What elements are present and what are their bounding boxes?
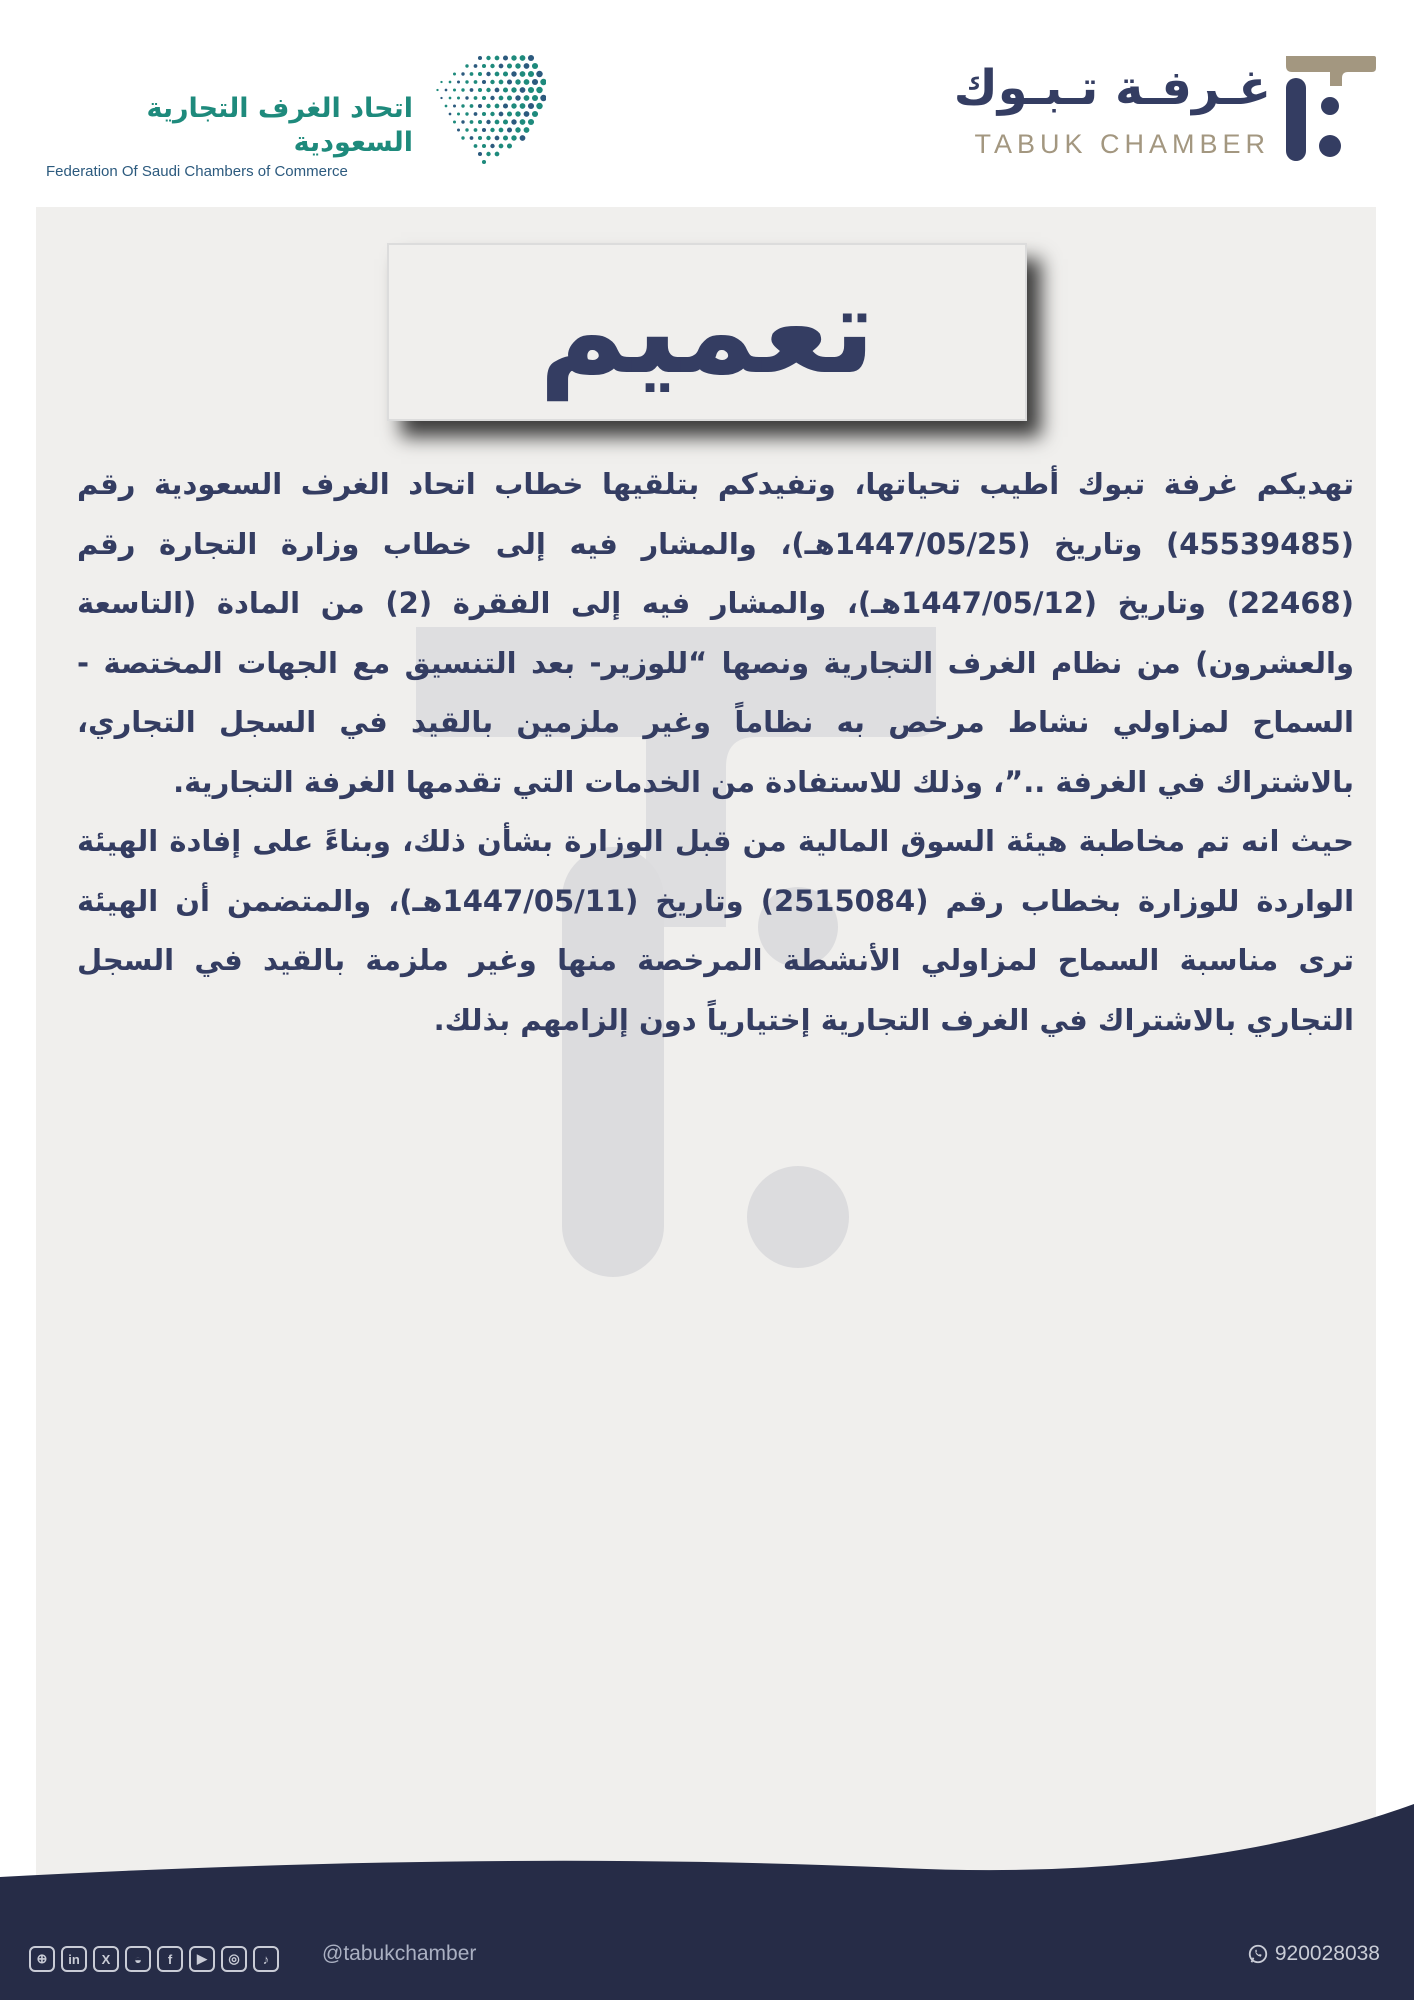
youtube-icon[interactable]: ▶ [189, 1946, 215, 1972]
phone-contact[interactable] [1247, 1942, 1380, 1966]
content-panel [36, 207, 1376, 1907]
linkedin-icon[interactable]: in [61, 1946, 87, 1972]
instagram-icon[interactable]: ◎ [221, 1946, 247, 1972]
page-header [0, 0, 1414, 205]
federation-name-ar: اتحاد الغرف التجارية السعودية [146, 93, 413, 158]
announcement-body [77, 455, 1354, 1050]
body-paragraph-2: حيث انه تم مخاطبة هيئة السوق المالية من قبل الوزارة بشأن ذلك، وبناءً على إفادة الهيئة الواردة للوزارة بخطاب رقم (2515084) وتاريخ (1447/05/11هـ)، والمتضمن أن الهيئة ترى مناسبة السماح لمزاولي الأنشطة المرخصة منها وغير ملزمة بالقيد في السجل التجاري بالاشتراك في الغرف التجارية إختيارياً دون إلزامهم بذلك. [77, 824, 1355, 1037]
chamber-name-en: TABUK CHAMBER [974, 129, 1270, 159]
snapchat-icon[interactable]: ◒ [125, 1946, 151, 1972]
globe-icon[interactable]: ⊕ [29, 1946, 55, 1972]
announcement-title-box [387, 243, 1027, 421]
dotted-map-icon [421, 52, 546, 172]
federation-name-en: Federation Of Saudi Chambers of Commerce [46, 163, 348, 180]
tabuk-chamber-logo [936, 52, 1376, 167]
x-icon[interactable]: X [93, 1946, 119, 1972]
whatsapp-icon [1247, 1943, 1269, 1965]
chamber-name-ar: غـرفـة تـبـوك [953, 60, 1271, 116]
body-paragraph-1: تهديكم غرفة تبوك أطيب تحياتها، وتفيدكم بتلقيها خطاب اتحاد الغرف السعودية رقم (45539485) وتاريخ (1447/05/25هـ)، والمشار فيه إلى خطاب وزارة التجارة رقم (22468) وتاريخ (1447/05/12هـ)، والمشار فيه إلى الفقرة (2) من المادة (التاسعة والعشرون) من نظام الغرف التجارية ونصها “للوزير- بعد التنسيق مع الجهات المختصة - السماح لمزاولي نشاط مرخص به نظاماً وغير ملزمين بالقيد في السجل التجاري، بالاشتراك في الغرفة ..”، وذلك للاستفادة من الخدمات التي تقدمها الغرفة التجارية. [77, 467, 1354, 799]
tabuk-mark-icon [1286, 56, 1376, 161]
tiktok-icon[interactable]: ♪ [253, 1946, 279, 1972]
facebook-icon[interactable]: f [157, 1946, 183, 1972]
social-handle[interactable]: @tabukchamber [322, 1942, 477, 1965]
phone-number: 920028038 [1274, 1942, 1380, 1965]
federation-logo [38, 52, 558, 180]
federation-logo-text [38, 92, 413, 180]
social-icons [29, 1946, 279, 1972]
announcement-title: تعميم [538, 262, 876, 401]
